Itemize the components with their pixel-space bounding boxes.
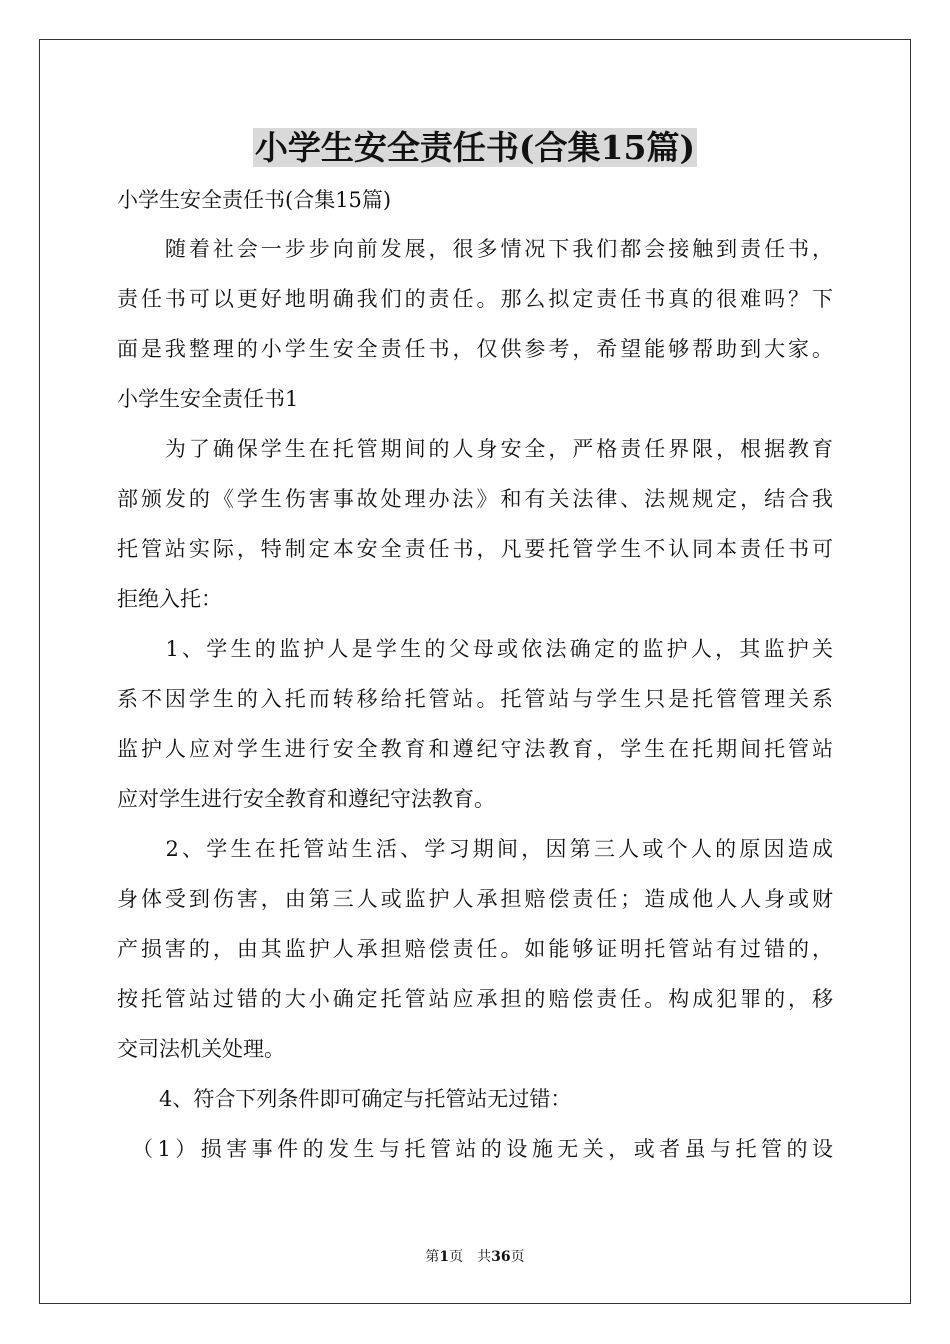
body-line: 产损害的，由其监护人承担赔偿责任。如能够证明托管站有过错的， — [117, 937, 833, 961]
body-line: 为了确保学生在托管期间的人身安全，严格责任界限，根据教育 — [117, 437, 833, 461]
body-line: 面是我整理的小学生安全责任书，仅供参考，希望能够帮助到大家。 — [117, 337, 833, 361]
section-heading: 小学生安全责任书1 — [117, 387, 299, 411]
footer-page-suffix: 页 共 — [449, 1249, 492, 1265]
footer-total-suffix: 页 — [510, 1249, 525, 1265]
body-line: 2、学生在托管站生活、学习期间，因第三人或个人的原因造成 — [117, 837, 833, 861]
body-line: 拒绝入托： — [117, 587, 222, 611]
body-line: 责任书可以更好地明确我们的责任。那么拟定责任书真的很难吗？下 — [117, 287, 833, 311]
footer-page-prefix: 第 — [425, 1249, 440, 1265]
body-line: 托管站实际，特制定本安全责任书，凡要托管学生不认同本责任书可 — [117, 537, 833, 561]
footer-page-number: 1 — [439, 1249, 450, 1265]
body-line: 身体受到伤害，由第三人或监护人承担赔偿责任；造成他人人身或财 — [117, 887, 833, 911]
page-title — [0, 126, 950, 170]
body-line: 监护人应对学生进行安全教育和遵纪守法教育，学生在托期间托管站 — [117, 737, 833, 761]
body-line: （1）损害事件的发生与托管站的设施无关，或者虽与托管的设 — [117, 1137, 833, 1161]
body-line: 1、学生的监护人是学生的父母或依法确定的监护人，其监护关 — [117, 637, 833, 661]
page-title-text: 小学生安全责任书(合集15篇) — [254, 128, 696, 167]
body-line: 部颁发的《学生伤害事故处理办法》和有关法律、法规规定，结合我 — [117, 487, 833, 511]
footer-total-pages: 36 — [491, 1249, 511, 1265]
body-line: 4、符合下列条件即可确定与托管站无过错： — [117, 1087, 572, 1111]
body-line: 小学生安全责任书(合集15篇) — [117, 188, 392, 212]
body-line: 系不因学生的入托而转移给托管站。托管站与学生只是托管管理关系 — [117, 687, 833, 711]
body-line: 应对学生进行安全教育和遵纪守法教育。 — [117, 787, 495, 811]
body-line: 按托管站过错的大小确定托管站应承担的赔偿责任。构成犯罪的，移 — [117, 987, 833, 1011]
body-line: 随着社会一步步向前发展，很多情况下我们都会接触到责任书， — [117, 237, 833, 261]
page-footer — [0, 1247, 950, 1267]
body-line: 交司法机关处理。 — [117, 1037, 285, 1061]
page-border — [39, 39, 911, 1304]
